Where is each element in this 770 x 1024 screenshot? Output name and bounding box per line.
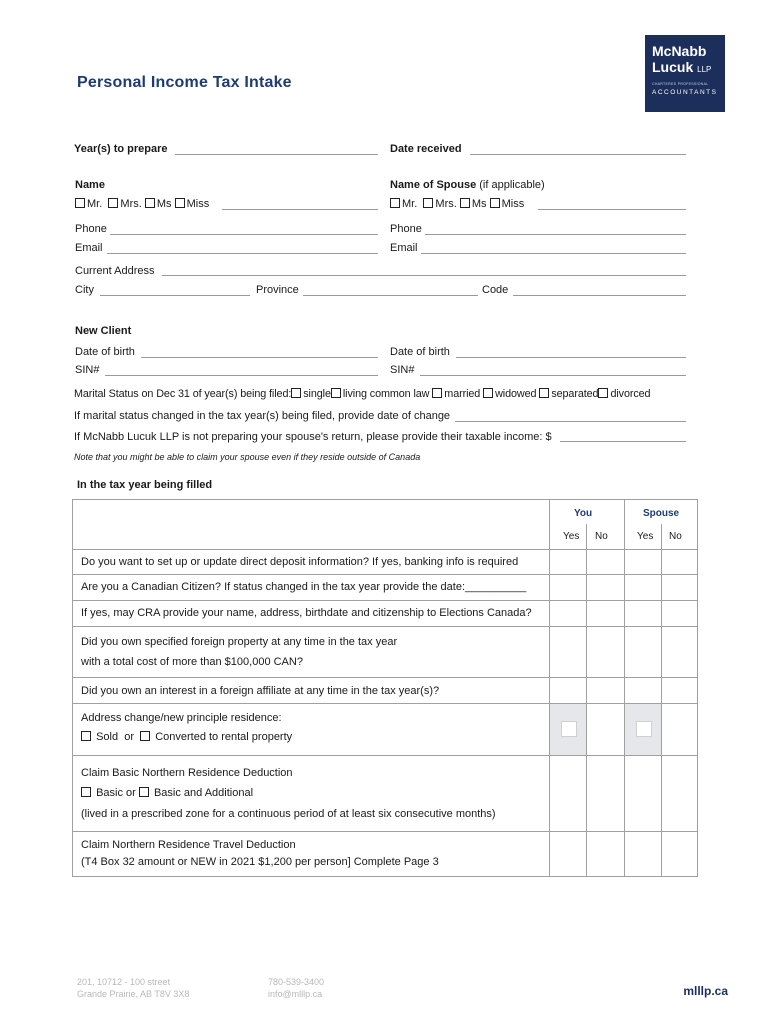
- spouse-title-ms-checkbox[interactable]: [460, 198, 470, 208]
- spouse-email-field[interactable]: [421, 253, 686, 254]
- col-you-header: You: [574, 508, 593, 519]
- logo-line2: Lucuk LLP: [652, 59, 712, 75]
- city-field[interactable]: [100, 295, 250, 296]
- spouse-income-field[interactable]: [560, 441, 686, 442]
- spouse-sin-field[interactable]: [420, 375, 686, 376]
- marital-divorced-checkbox[interactable]: [598, 388, 608, 398]
- footer-website[interactable]: mlllp.ca: [683, 984, 728, 998]
- sin-field[interactable]: [105, 375, 378, 376]
- spouse-name-label: Name of Spouse (if applicable): [390, 179, 545, 191]
- city-label: City: [75, 284, 94, 296]
- table-rule: [72, 703, 698, 704]
- date-received-label: Date received: [390, 143, 462, 155]
- marital-changed-field[interactable]: [455, 421, 686, 422]
- question-foreign-property-2: with a total cost of more than $100,000 CAN?: [81, 656, 303, 668]
- title-mr-checkbox[interactable]: [75, 198, 85, 208]
- question-foreign-property-1: Did you own specified foreign property at any time in the tax year: [81, 636, 398, 648]
- question-address-options: Sold or Converted to rental property: [81, 731, 292, 743]
- spouse-dob-label: Date of birth: [390, 346, 450, 358]
- spouse-residence-checkbox[interactable]: [636, 721, 652, 737]
- table-rule: [72, 574, 698, 575]
- marital-single-checkbox[interactable]: [291, 388, 301, 398]
- marital-common-law-checkbox[interactable]: [331, 388, 341, 398]
- table-rule: [72, 626, 698, 627]
- spouse-dob-field[interactable]: [456, 357, 686, 358]
- name-titles: Mr. Mrs. Ms Miss: [75, 198, 209, 210]
- date-received-field[interactable]: [470, 154, 686, 155]
- email-field[interactable]: [107, 253, 378, 254]
- table-rule: [72, 549, 698, 550]
- table-col-rule: [586, 524, 587, 877]
- you-no-header: No: [595, 531, 608, 542]
- years-label: Year(s) to prepare: [74, 143, 168, 155]
- sold-checkbox[interactable]: [81, 731, 91, 741]
- question-elections-canada: If yes, may CRA provide your name, address, birthdate and citizenship to Elections Canada?: [81, 607, 532, 619]
- phone-label: Phone: [75, 223, 107, 235]
- question-canadian-citizen: Are you a Canadian Citizen? If status changed in the tax year provide the date:__________: [81, 581, 527, 593]
- marital-changed-label: If marital status changed in the tax year(s) being filed, provide date of change: [74, 410, 451, 422]
- logo-line1: McNabb: [652, 43, 707, 59]
- spouse-title-miss-checkbox[interactable]: [490, 198, 500, 208]
- spouse-email-label: Email: [390, 242, 418, 254]
- spouse-phone-label: Phone: [390, 223, 422, 235]
- question-foreign-affiliate: Did you own an interest in a foreign affiliate at any time in the tax year(s)?: [81, 685, 440, 697]
- you-yes-header: Yes: [563, 531, 580, 542]
- marital-married-checkbox[interactable]: [432, 388, 442, 398]
- marital-status-row: Marital Status on Dec 31 of year(s) being filed: single living common law married widowed separated divorced: [74, 388, 651, 400]
- question-direct-deposit: Do you want to set up or update direct deposit information? If yes, banking info is required: [81, 556, 519, 568]
- question-northern-travel: Claim Northern Residence Travel Deduction: [81, 839, 296, 851]
- code-field[interactable]: [513, 295, 686, 296]
- logo-line4: ACCOUNTANTS: [652, 89, 718, 96]
- code-label: Code: [482, 284, 509, 296]
- dob-label: Date of birth: [75, 346, 135, 358]
- table-rule: [72, 755, 698, 756]
- email-label: Email: [75, 242, 103, 254]
- col-spouse-header: Spouse: [643, 508, 680, 519]
- province-field[interactable]: [303, 295, 478, 296]
- name-field[interactable]: [222, 209, 378, 210]
- converted-checkbox[interactable]: [140, 731, 150, 741]
- table-rule: [72, 677, 698, 678]
- page-title: Personal Income Tax Intake: [77, 74, 292, 91]
- basic-checkbox[interactable]: [81, 787, 91, 797]
- table-col-rule: [549, 499, 550, 877]
- question-northern-travel-note: (T4 Box 32 amount or NEW in 2021 $1,200 per person] Complete Page 3: [81, 856, 439, 868]
- question-northern-residence: Claim Basic Northern Residence Deduction: [81, 767, 293, 779]
- dob-field[interactable]: [141, 357, 378, 358]
- spouse-phone-field[interactable]: [425, 234, 686, 235]
- spouse-note: Note that you might be able to claim your spouse even if they reside outside of Canada: [74, 452, 421, 462]
- spouse-title-mr-checkbox[interactable]: [390, 198, 400, 208]
- spouse-titles: Mr. Mrs. Ms Miss: [390, 198, 524, 210]
- table-heading: In the tax year being filled: [77, 479, 213, 491]
- spouse-no-header: No: [669, 531, 682, 542]
- table-col-rule: [661, 524, 662, 877]
- question-address-change: Address change/new principle residence:: [81, 712, 282, 724]
- name-label: Name: [75, 179, 105, 191]
- footer-contact: 780-539-3400 info@mlllp.ca: [268, 977, 325, 999]
- current-address-label: Current Address: [75, 265, 155, 277]
- title-mrs-checkbox[interactable]: [108, 198, 118, 208]
- basic-additional-checkbox[interactable]: [139, 787, 149, 797]
- table-col-rule: [624, 499, 625, 877]
- company-logo: [645, 35, 725, 112]
- current-address-field[interactable]: [162, 275, 686, 276]
- title-ms-checkbox[interactable]: [145, 198, 155, 208]
- logo-line3: CHARTERED PROFESSIONAL: [652, 82, 709, 86]
- footer-address: 201, 10712 - 100 street Grande Prairie, AB T8V 3X8: [77, 977, 190, 999]
- marital-separated-checkbox[interactable]: [539, 388, 549, 398]
- marital-widowed-checkbox[interactable]: [483, 388, 493, 398]
- table-rule: [72, 831, 698, 832]
- spouse-name-field[interactable]: [538, 209, 686, 210]
- question-northern-note: (lived in a prescribed zone for a continuous period of at least six consecutive months): [81, 808, 496, 820]
- spouse-title-mrs-checkbox[interactable]: [423, 198, 433, 208]
- title-miss-checkbox[interactable]: [175, 198, 185, 208]
- table-rule: [72, 600, 698, 601]
- phone-field[interactable]: [110, 234, 378, 235]
- new-client-heading: New Client: [75, 325, 132, 337]
- years-field[interactable]: [175, 154, 378, 155]
- question-northern-options: Basic or Basic and Additional: [81, 787, 253, 799]
- sin-label: SIN#: [75, 364, 100, 376]
- spouse-yes-header: Yes: [637, 531, 654, 542]
- spouse-income-label: If McNabb Lucuk LLP is not preparing your spouse's return, please provide their taxable income: $: [74, 431, 552, 443]
- spouse-sin-label: SIN#: [390, 364, 415, 376]
- province-label: Province: [256, 284, 299, 296]
- you-residence-checkbox[interactable]: [561, 721, 577, 737]
